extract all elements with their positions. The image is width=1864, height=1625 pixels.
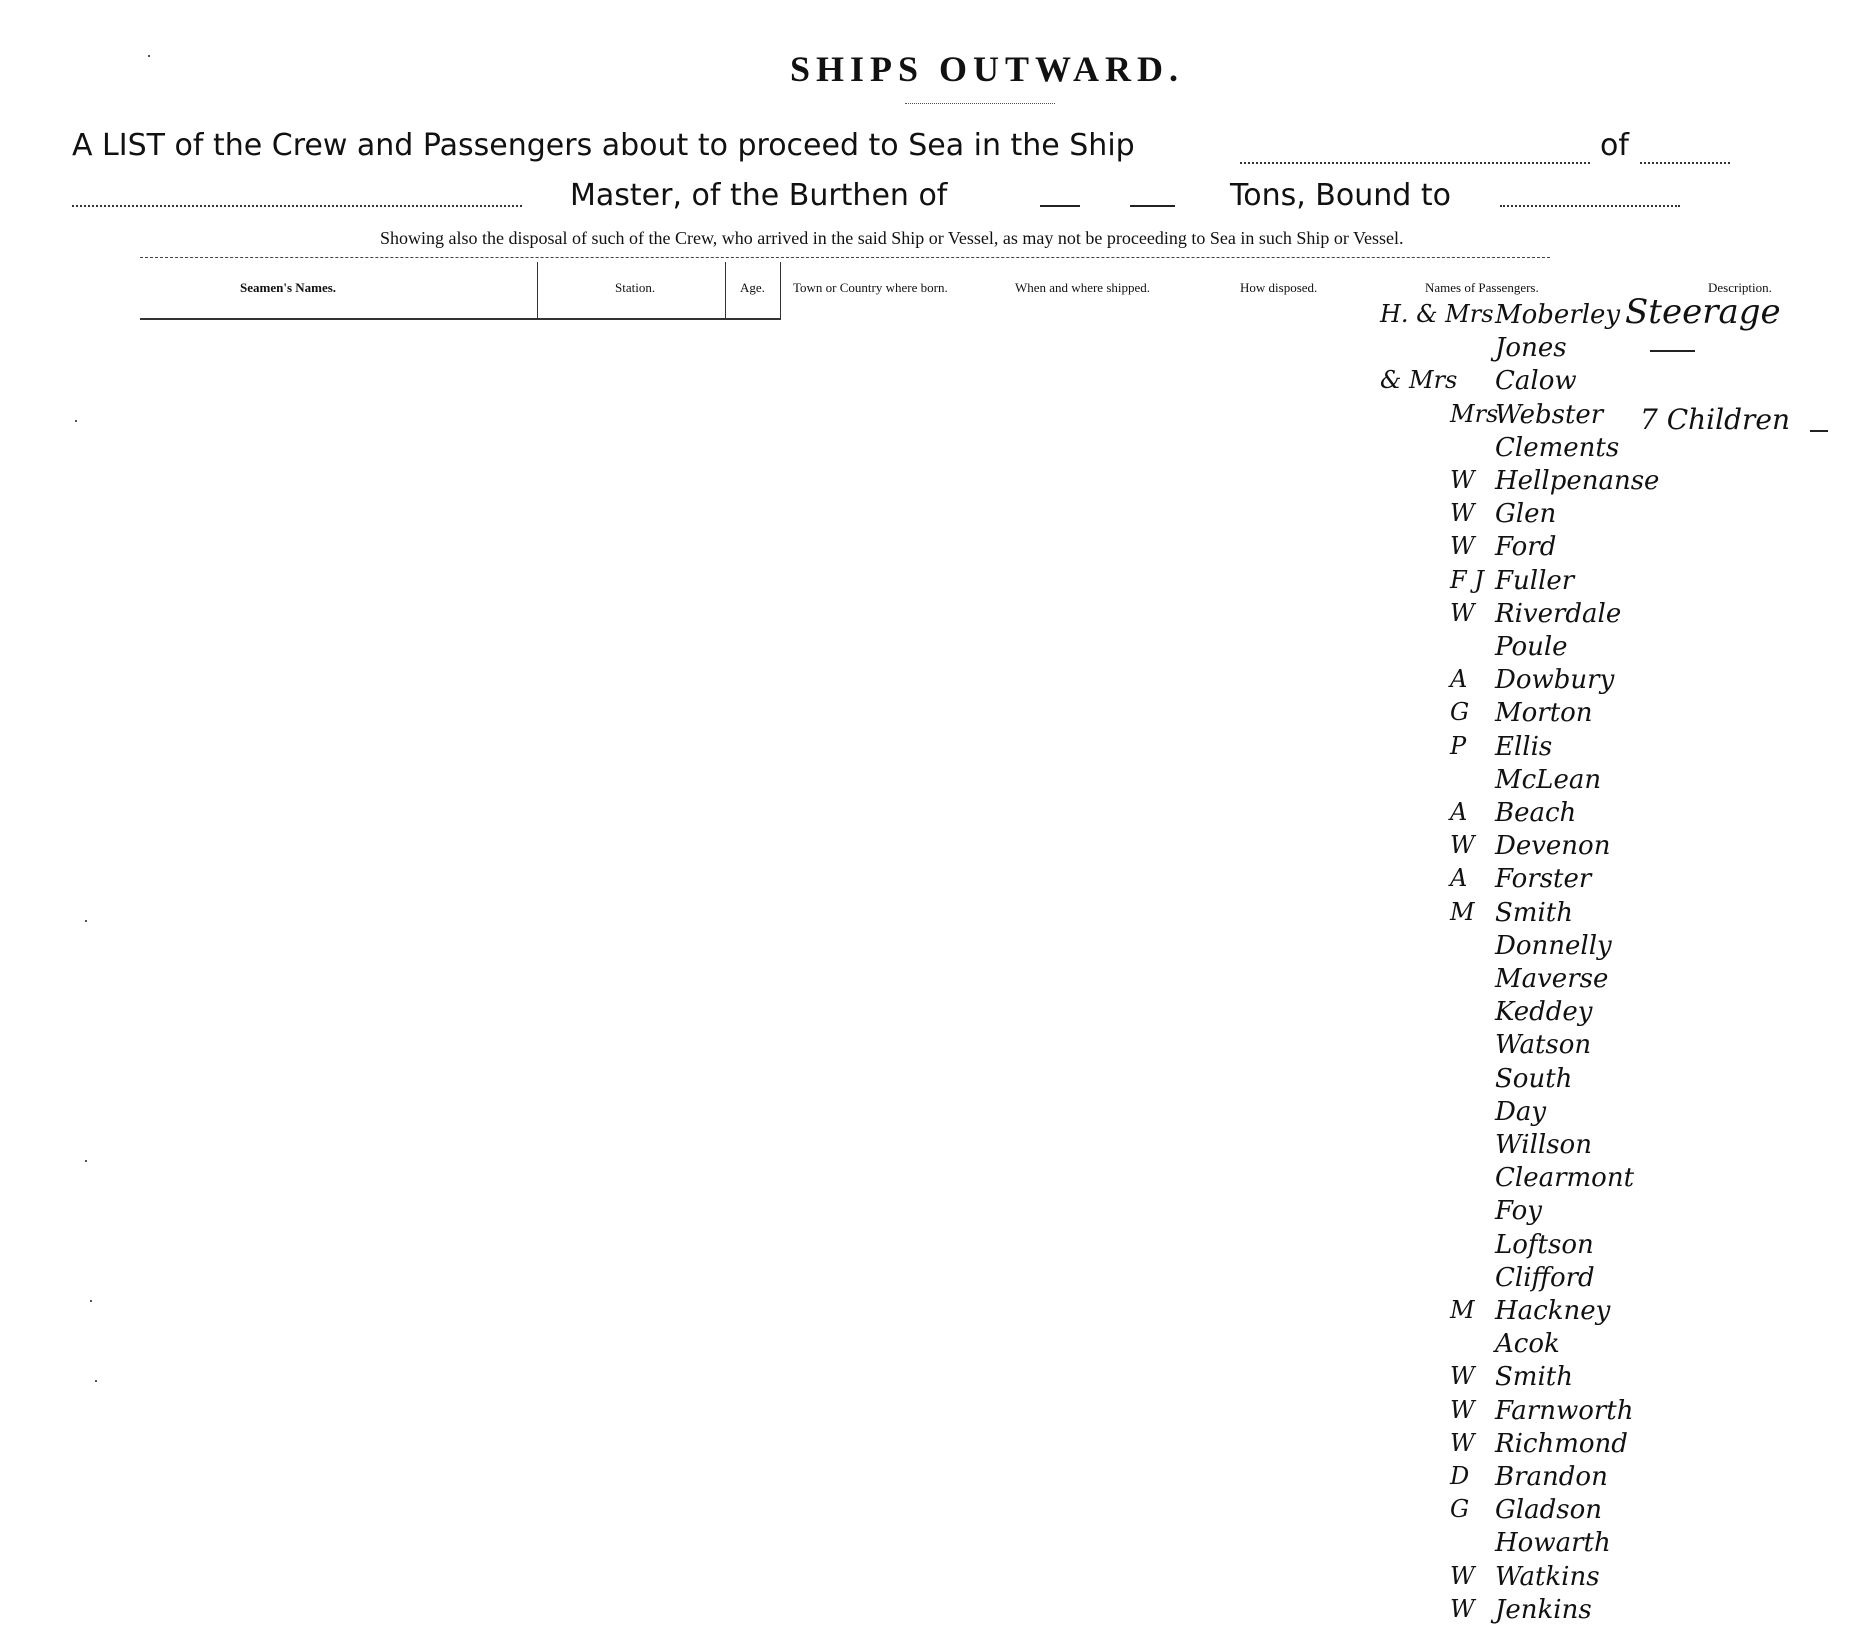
passenger-name: Brandon <box>1495 1462 1608 1492</box>
passenger-name: Hellpenanse <box>1495 466 1660 496</box>
master-burthen-label: Master, of the Burthen of <box>570 178 948 213</box>
passenger-name: Dowbury <box>1495 665 1615 696</box>
passenger-name: Devenon <box>1495 831 1611 862</box>
passenger-name: South <box>1495 1063 1573 1094</box>
passenger-initial: Mrs <box>1450 399 1499 428</box>
col-how-disposed: How disposed. <box>1240 280 1318 295</box>
passenger-initial: F J <box>1450 565 1484 594</box>
passenger-name: Day <box>1495 1096 1547 1127</box>
burthen-blank-2 <box>1130 205 1175 207</box>
tons-bound-label: Tons, Bound to <box>1230 178 1451 213</box>
list-heading-line1: A LIST of the Crew and Passengers about to proceed to Sea in the Ship <box>72 128 1135 163</box>
passenger-initial: D <box>1450 1462 1470 1490</box>
passenger-initial: W <box>1450 1362 1475 1391</box>
passenger-initial: A <box>1450 864 1468 893</box>
passenger-name: Watkins <box>1495 1561 1600 1592</box>
passenger-initial: W <box>1450 831 1475 860</box>
passenger-name: Poule <box>1495 632 1568 662</box>
passenger-name: Willson <box>1495 1130 1592 1160</box>
column-divider <box>725 262 726 320</box>
page-title: SHIPS OUTWARD. <box>789 49 1185 89</box>
passenger-name: Acok <box>1495 1329 1560 1360</box>
master-name-blank <box>72 205 522 207</box>
column-divider <box>780 262 781 320</box>
passenger-initial: W <box>1450 532 1475 561</box>
passenger-initial: & Mrs <box>1380 366 1458 395</box>
passenger-name: Clifford <box>1495 1262 1595 1293</box>
of-label: of <box>1600 128 1629 163</box>
col-station: Station. <box>615 280 656 295</box>
passenger-name: Jones <box>1495 333 1567 364</box>
passenger-initial: W <box>1450 1594 1475 1623</box>
column-divider <box>537 262 538 320</box>
passenger-name: Clearmont <box>1495 1163 1635 1194</box>
passenger-name: Smith <box>1495 897 1573 928</box>
passenger-name: Jenkins <box>1495 1594 1592 1625</box>
passenger-name: Keddey <box>1495 997 1593 1028</box>
passenger-name: Loftson <box>1495 1229 1594 1260</box>
passenger-name: Fuller <box>1495 565 1575 596</box>
passenger-initial: M <box>1450 897 1475 926</box>
children-note: 7 Children <box>1640 403 1790 436</box>
passenger-name: McLean <box>1495 764 1602 795</box>
passenger-name: Clements <box>1495 432 1620 463</box>
passenger-initial: W <box>1450 466 1475 494</box>
passenger-initial: W <box>1450 499 1475 528</box>
passenger-initial: W <box>1450 1561 1475 1590</box>
col-passenger-names: Names of Passengers. <box>1425 280 1539 295</box>
description-steerage: Steerage <box>1625 292 1781 332</box>
passenger-initial: H. & Mrs <box>1380 300 1494 328</box>
col-seamens-names: Seamen's Names. <box>240 280 337 295</box>
margin-mark <box>95 1380 97 1382</box>
margin-mark <box>148 55 150 57</box>
margin-mark <box>85 1160 87 1162</box>
passenger-initial: W <box>1450 1428 1475 1457</box>
passenger-name: Howarth <box>1495 1528 1611 1559</box>
passenger-name: Glen <box>1495 499 1557 530</box>
passenger-initial: A <box>1450 665 1468 694</box>
passenger-name: Gladson <box>1495 1495 1602 1526</box>
margin-mark <box>75 420 77 422</box>
col-town-born: Town or Country where born. <box>793 280 948 295</box>
passenger-initial: G <box>1450 1495 1470 1524</box>
passenger-initial: M <box>1450 1296 1475 1324</box>
col-age: Age. <box>740 280 765 295</box>
passenger-name: Riverdale <box>1495 598 1622 629</box>
passenger-name: Farnworth <box>1495 1395 1634 1426</box>
table-top-rule <box>140 257 1550 258</box>
passenger-name: Foy <box>1495 1196 1542 1227</box>
passenger-name: Morton <box>1495 698 1593 729</box>
table-header-bottom-rule <box>140 318 780 320</box>
col-when-where-shipped: When and where shipped. <box>1015 280 1151 295</box>
passenger-initial: W <box>1450 1395 1475 1424</box>
passenger-name: Webster <box>1495 399 1604 430</box>
margin-mark <box>85 920 87 922</box>
passenger-initial: A <box>1450 798 1468 826</box>
passenger-name: Smith <box>1495 1362 1573 1393</box>
passenger-name: Calow <box>1495 366 1577 397</box>
passenger-initial: W <box>1450 598 1475 627</box>
burthen-blank-1 <box>1040 205 1080 207</box>
passenger-name: Beach <box>1495 798 1577 828</box>
title-underline <box>905 103 1055 104</box>
col-description: Description. <box>1708 280 1772 295</box>
margin-mark <box>90 1300 92 1302</box>
passenger-name: Forster <box>1495 864 1592 895</box>
passenger-name: Watson <box>1495 1030 1592 1061</box>
passenger-name: Ellis <box>1495 731 1553 762</box>
passenger-initial: P <box>1450 731 1467 760</box>
passenger-name: Hackney <box>1495 1296 1611 1326</box>
form-subtitle: Showing also the disposal of such of the Crew, who arrived in the said Ship or Vessel, as may not be proceeding to Sea in such Ship or Vessel. <box>380 228 1404 248</box>
passenger-name: Maverse <box>1495 964 1609 994</box>
passenger-name: Ford <box>1495 532 1557 563</box>
passenger-name: Moberley <box>1495 300 1621 330</box>
passenger-name: Donnelly <box>1495 930 1612 961</box>
passenger-initial: G <box>1450 698 1470 727</box>
passenger-name: Richmond <box>1495 1428 1628 1459</box>
